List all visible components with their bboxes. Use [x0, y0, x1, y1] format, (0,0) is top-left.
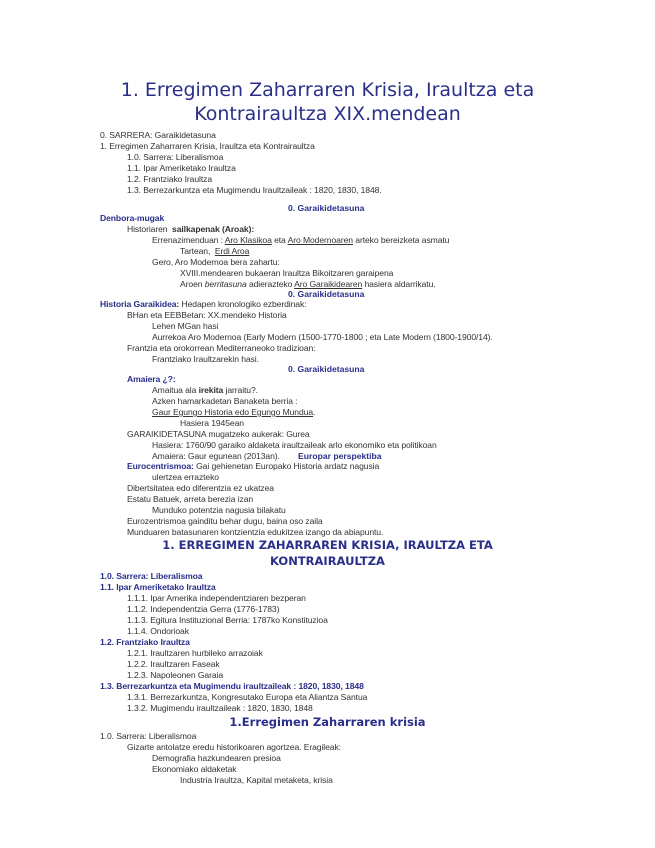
text-line [127, 461, 379, 472]
text-line [180, 246, 249, 257]
link-gaur-egungo-historia[interactable]: Gaur Egungo Historia edo Egungo Mundua [152, 407, 314, 417]
text-line: Aurrekoa Aro Modernoa (Early Modern (1500-1770-1800 ; eta Late Modern (1800-1900/14). [152, 332, 493, 342]
text-span: Hedapen kronologiko ezberdinak: [181, 299, 307, 309]
text-span: jarraitu?. [225, 385, 258, 395]
text-line: GARAIKIDETASUNA mugatzeko aukerak: Gurea [127, 429, 310, 439]
toc-item: 1.0. Sarrera: Liberalismoa [127, 152, 224, 162]
text-span: . [313, 407, 316, 417]
text-line [152, 235, 449, 246]
text-span: Gai gehienetan Europako Historia ardatz nagusia [196, 461, 380, 471]
outline-item: 1.1.3. Egitura Instituzional Berria: 1787ko Konstituzioa [127, 615, 328, 625]
link-erdi-aroa[interactable]: Erdi Aroa [214, 246, 250, 256]
outline-item: 1.2.1. Iraultzaren hurbileko arrazoiak [127, 648, 263, 658]
text-line: Frantzia eta orokorrean Mediterraneoko tradizioan: [127, 343, 316, 353]
outline-item: 1.1. Ipar Ameriketako Iraultza [100, 582, 216, 592]
outline-item: 1.2.2. Iraultzaren Faseak [127, 659, 220, 669]
text-span: arteko bereizketa asmatu [355, 235, 450, 245]
toc-item: 1.2. Frantziako Iraultza [127, 174, 213, 184]
text-line: 1.0. Sarrera: Liberalismoa [100, 731, 197, 741]
section-heading: Europar perspektiba [298, 451, 382, 461]
outline-item: 1.2. Frantziako Iraultza [100, 637, 190, 647]
link-aro-klasikoa[interactable]: Aro Klasikoa [224, 235, 272, 245]
text-span-bold: sailkapenak (Aroak): [172, 224, 255, 234]
outline-item: 1.3.1. Berrezarkuntza, Kongresutako Europa eta Aliantza Santua [127, 692, 368, 702]
text-line [152, 407, 315, 418]
toc-item: 1. Erregimen Zaharraren Krisia, Iraultza eta Kontrairaultza [100, 141, 315, 151]
text-line [127, 224, 254, 235]
outline-item: 1.1.2. Independentzia Gerra (1776-1783) [127, 604, 280, 614]
section-krisia-heading: 1.Erregimen Zaharraren krisia [229, 715, 426, 729]
text-line: BHan eta EEBBetan: XX.mendeko Historia [127, 310, 287, 320]
toc-item: 1.3. Berrezarkuntza eta Mugimendu Iraultzaileak : 1820, 1830, 1848. [127, 185, 382, 195]
text-span: Tartean, [180, 246, 211, 256]
text-line: Dibertsitatea edo diferentzia ez ukatzea [127, 483, 274, 493]
outline-item: 1.3. Berrezarkuntza eta Mugimendu iraultzaileak : 1820, 1830, 1848 [100, 681, 364, 691]
subheading-historia: Historia Garaikidea: [100, 299, 180, 309]
toc-item: 1.1. Ipar Ameriketako Iraultza [127, 163, 236, 173]
text-line: ulertzea errazteko [152, 472, 219, 482]
text-span: eta [274, 235, 286, 245]
subheading-eurocentrismoa: Eurocentrismoa: [127, 461, 194, 471]
text-line: Lehen MGan hasi [152, 321, 219, 331]
outline-item: 1.1.4. Ondorioak [127, 626, 189, 636]
link-aro-modernoaren[interactable]: Aro Modernoaren [287, 235, 353, 245]
outline-item: 1.3.2. Mugimendu iraultzaileak : 1820, 1830, 1848 [127, 703, 313, 713]
text-line: Frantziako Iraultzarekin hasi. [152, 354, 259, 364]
text-line: Demografia hazkundearen presioa [152, 753, 281, 763]
subheading-denbora-mugak: Denbora-mugak [100, 213, 165, 223]
text-line: Estatu Batuek, arreta berezia izan [127, 494, 254, 504]
section-heading: 0. Garaikidetasuna [288, 364, 365, 374]
text-line [100, 299, 306, 310]
text-span: hasiera aldarrikatu. [364, 279, 436, 289]
text-line: Eurozentrismoa gainditu behar dugu, baina oso zaila [127, 516, 323, 526]
text-line: Munduko potentzia nagusia bilakatu [152, 505, 286, 515]
text-span: Errenazimenduan : [152, 235, 223, 245]
text-line: Azken hamarkadetan Banaketa berria : [152, 396, 298, 406]
text-line: Gero, Aro Modernoa bera zahartu: [152, 257, 280, 267]
text-span-bold: irekita [198, 385, 224, 395]
text-line: Amaiera: Gaur egunean (2013an). [152, 451, 280, 461]
outline-item: 1.2.3. Napoleonen Garaia [127, 670, 224, 680]
text-span-italic: berritasuna [204, 279, 247, 289]
text-line: Industria Iraultza, Kapital metaketa, krisia [180, 775, 333, 785]
toc-item: 0. SARRERA: Garaikidetasuna [100, 130, 216, 140]
outline-item: 1.0. Sarrera: Liberalismoa [100, 571, 203, 581]
text-span: adierazteko [248, 279, 293, 289]
text-span: Amaitua ala [152, 385, 197, 395]
text-line: Gizarte antolatze eredu historikoaren agortzea. Eragileak: [127, 742, 341, 752]
text-line: Hasiera 1945ean [180, 418, 244, 428]
section-1-heading-line2: KONTRAIRAULTZA [270, 554, 385, 568]
section-heading: 0. Garaikidetasuna [288, 203, 365, 213]
page-title-line2: Kontrairaultza XIX.mendean [194, 103, 461, 125]
subheading-amaiera: Amaiera ¿?: [127, 374, 176, 384]
text-span: Historiaren [127, 224, 168, 234]
text-line: Hasiera: 1760/90 garaiko aldaketa iraultzaileak arlo ekonomiko eta politikoan [152, 440, 437, 450]
section-heading: 0. Garaikidetasuna [288, 289, 365, 299]
outline-item: 1.1.1. Ipar Amerika independentziaren bezperan [127, 593, 306, 603]
page-title-line1: 1. Erregimen Zaharraren Krisia, Iraultza eta [120, 79, 535, 101]
text-line: XVIII.mendearen bukaeran Iraultza Bikoitzaren garaipena [180, 268, 394, 278]
section-1-heading-line1: 1. ERREGIMEN ZAHARRAREN KRISIA, IRAULTZA ETA [162, 538, 493, 552]
link-aro-garaikidearen[interactable]: Aro Garaikidearen [294, 279, 363, 289]
text-line [152, 385, 258, 396]
text-line: Munduaren batasunaren kontzientzia edukitzea izango da abiapuntu. [127, 527, 384, 537]
text-line: Ekonomiako aldaketak [152, 764, 237, 774]
text-span: Aroen [180, 279, 203, 289]
